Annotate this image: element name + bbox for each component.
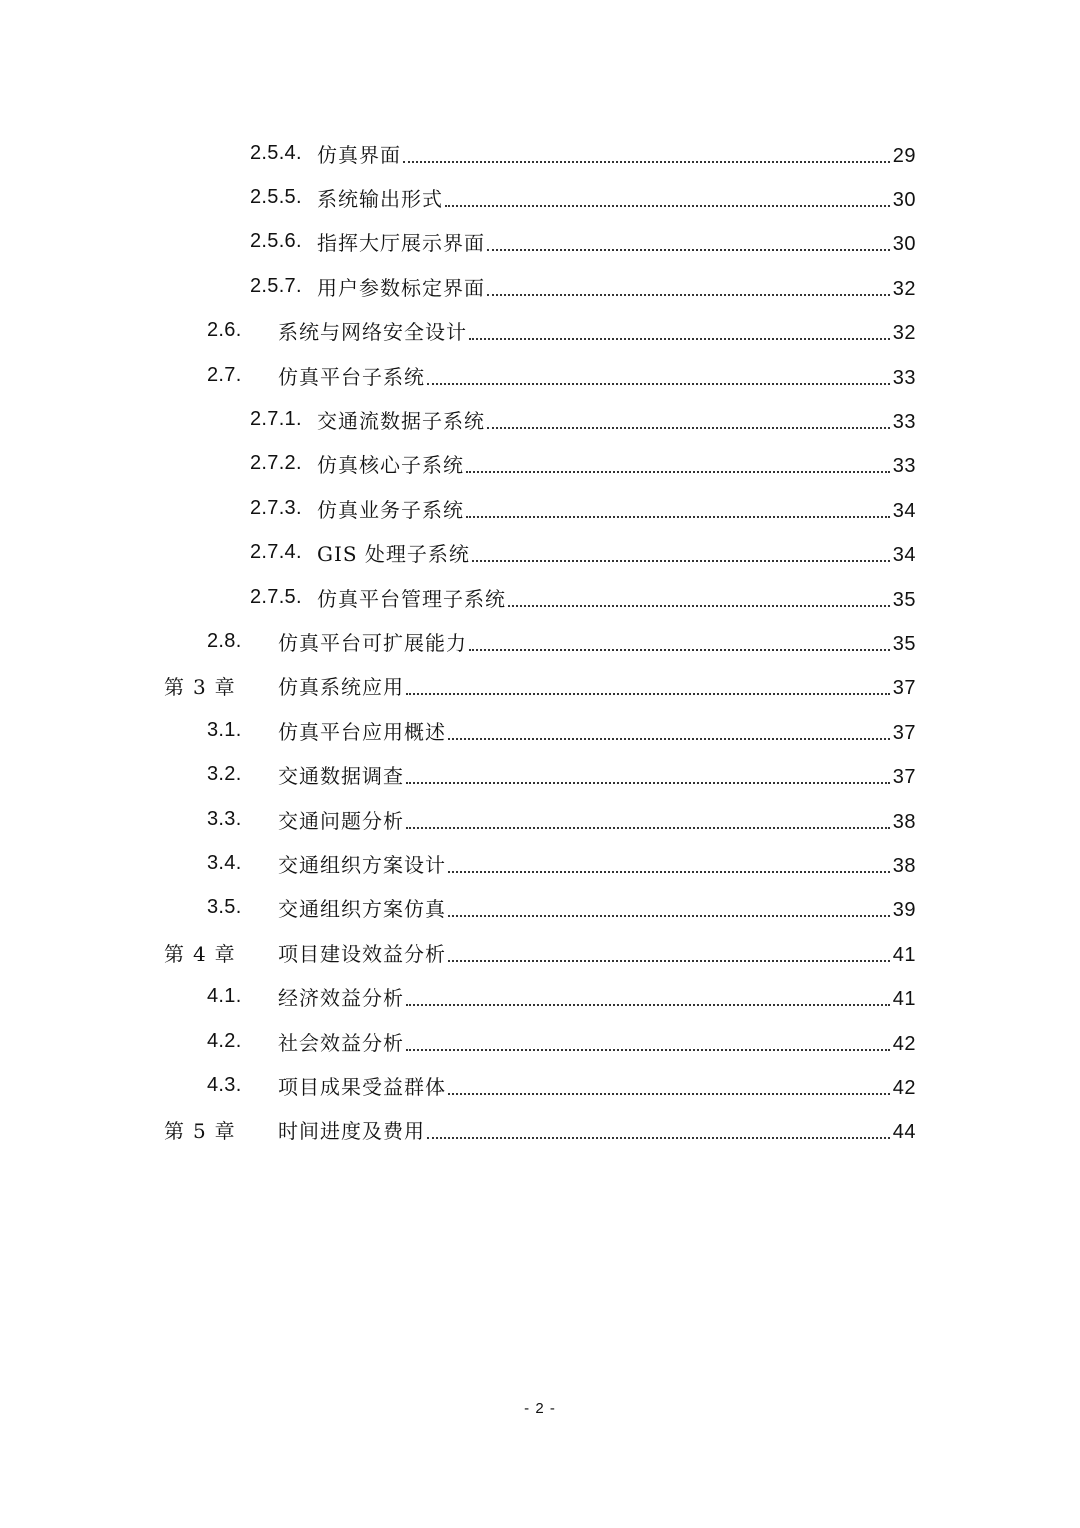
toc-page: 35: [892, 588, 916, 611]
toc-link[interactable]: [317, 583, 916, 612]
toc-title: 仿真平台管理子系统: [317, 586, 506, 611]
toc-link[interactable]: [278, 893, 916, 922]
toc-title: 仿真平台子系统: [278, 364, 425, 389]
toc-link[interactable]: [317, 405, 916, 434]
toc-number: 3.5.: [207, 896, 242, 919]
toc-number: 3.4.: [207, 851, 242, 874]
toc-entry-2-5-7[interactable]: [0, 264, 1080, 308]
toc-link[interactable]: [278, 1027, 916, 1056]
toc-entry-2-5-4[interactable]: [0, 131, 1080, 175]
toc-entry-3-4[interactable]: [0, 841, 1080, 885]
toc-page: 32: [892, 322, 916, 345]
toc-entry-4-1[interactable]: [0, 974, 1080, 1018]
dot-leader: [448, 915, 890, 917]
toc-link[interactable]: [317, 227, 916, 256]
toc-page: 30: [892, 233, 916, 256]
toc-entry-chapter-4[interactable]: [0, 930, 1080, 974]
toc-entry-chapter-3[interactable]: [0, 664, 1080, 708]
toc-number: 2.7.4.: [250, 541, 302, 564]
toc-entry-2-7-5[interactable]: [0, 575, 1080, 619]
toc-title: 经济效益分析: [278, 986, 404, 1011]
toc-entry-3-3[interactable]: [0, 797, 1080, 841]
toc-entry-2-5-5[interactable]: [0, 175, 1080, 219]
dot-leader: [448, 738, 890, 740]
toc-page: 38: [892, 854, 916, 877]
toc-entry-2-7-3[interactable]: [0, 486, 1080, 530]
toc-page: 29: [892, 144, 916, 167]
toc-entry-3-2[interactable]: [0, 752, 1080, 796]
toc-number: 3.3.: [207, 807, 242, 830]
dot-leader: [487, 427, 890, 429]
toc-title: 交通组织方案仿真: [278, 897, 446, 922]
dot-leader: [466, 516, 890, 518]
toc-number: 3.1.: [207, 718, 242, 741]
dot-leader: [406, 1004, 890, 1006]
toc-number: 4.1.: [207, 985, 242, 1008]
toc-title: 仿真界面: [317, 142, 401, 167]
page-number-footer: - 2 -: [524, 1400, 556, 1417]
toc-number: 2.6.: [207, 319, 242, 342]
toc-page: 34: [892, 544, 916, 567]
toc-title: 项目成果受益群体: [278, 1074, 446, 1099]
toc-entry-chapter-5[interactable]: [0, 1108, 1080, 1152]
toc-page: 42: [892, 1076, 916, 1099]
toc-page: 39: [892, 899, 916, 922]
toc-title: 仿真平台应用概述: [278, 719, 446, 744]
toc-title: 交通数据调查: [278, 764, 404, 789]
dot-leader: [406, 827, 890, 829]
dot-leader: [508, 605, 890, 607]
toc-link[interactable]: [278, 760, 916, 789]
dot-leader: [448, 871, 890, 873]
toc-entry-2-8[interactable]: [0, 619, 1080, 663]
toc-number: 4.3.: [207, 1073, 242, 1096]
dot-leader: [466, 471, 890, 473]
dot-leader: [427, 1137, 890, 1139]
toc-number: 2.7.: [207, 363, 242, 386]
toc-link[interactable]: [278, 716, 916, 745]
toc-page: 37: [892, 677, 916, 700]
toc-title: 交通流数据子系统: [317, 409, 485, 434]
toc-page: 35: [892, 632, 916, 655]
toc-link[interactable]: [317, 538, 916, 567]
toc-link[interactable]: [317, 494, 916, 523]
toc-page: 30: [892, 189, 916, 212]
toc-entry-3-5[interactable]: [0, 886, 1080, 930]
toc-number: 4.2.: [207, 1029, 242, 1052]
toc-title: 项目建设效益分析: [278, 941, 446, 966]
dot-leader: [427, 383, 890, 385]
toc-number: 2.7.2.: [250, 452, 302, 475]
toc-page: 34: [892, 499, 916, 522]
toc-entry-2-7-4[interactable]: [0, 531, 1080, 575]
toc-title: 用户参数标定界面: [317, 275, 485, 300]
toc-number: 第 4 章: [164, 941, 235, 966]
toc-number: 第 5 章: [164, 1119, 235, 1144]
dot-leader: [472, 560, 890, 562]
toc-title: 指挥大厅展示界面: [317, 231, 485, 256]
toc-link[interactable]: [278, 982, 916, 1011]
toc-entry-2-7-1[interactable]: [0, 397, 1080, 441]
toc-title: 仿真平台可扩展能力: [278, 630, 467, 655]
toc-page: 33: [892, 366, 916, 389]
dot-leader: [469, 649, 890, 651]
toc-link[interactable]: [278, 938, 916, 967]
toc-link[interactable]: [278, 1071, 916, 1100]
toc-title: 系统输出形式: [317, 187, 443, 212]
toc-number: 2.5.6.: [250, 230, 302, 253]
toc-page: 33: [892, 411, 916, 434]
toc-link[interactable]: [278, 316, 916, 345]
dot-leader: [487, 249, 890, 251]
toc-page: 41: [892, 988, 916, 1011]
toc-title: 仿真业务子系统: [317, 497, 464, 522]
toc-entry-4-3[interactable]: [0, 1063, 1080, 1107]
toc-page: 41: [892, 943, 916, 966]
toc-entry-3-1[interactable]: [0, 708, 1080, 752]
toc-entry-4-2[interactable]: [0, 1019, 1080, 1063]
toc-page: 44: [892, 1121, 916, 1144]
toc-title: 时间进度及费用: [278, 1119, 425, 1144]
toc-page: 33: [892, 455, 916, 478]
toc-title: 仿真核心子系统: [317, 453, 464, 478]
dot-leader: [487, 294, 890, 296]
toc-entry-2-7-2[interactable]: [0, 442, 1080, 486]
toc-entry-2-5-6[interactable]: [0, 220, 1080, 264]
toc-entry-2-6[interactable]: [0, 309, 1080, 353]
toc-title: 系统与网络安全设计: [278, 320, 467, 345]
toc-number: 2.7.5.: [250, 585, 302, 608]
toc-number: 第 3 章: [164, 675, 235, 700]
toc-number: 2.5.4.: [250, 141, 302, 164]
table-of-contents: [0, 131, 1080, 1152]
toc-number: 2.5.5.: [250, 186, 302, 209]
toc-number: 2.7.1.: [250, 408, 302, 431]
toc-link[interactable]: [278, 805, 916, 834]
toc-page: 37: [892, 766, 916, 789]
toc-link[interactable]: [317, 449, 916, 478]
toc-title: 交通组织方案设计: [278, 852, 446, 877]
toc-page: 32: [892, 277, 916, 300]
dot-leader: [403, 161, 890, 163]
dot-leader: [448, 960, 890, 962]
toc-title: 仿真系统应用: [278, 675, 404, 700]
toc-link[interactable]: [278, 1115, 916, 1144]
toc-link[interactable]: [278, 361, 916, 390]
dot-leader: [406, 1049, 890, 1051]
toc-number: 2.5.7.: [250, 274, 302, 297]
toc-link[interactable]: [317, 183, 916, 212]
toc-link[interactable]: [278, 849, 916, 878]
toc-page: 42: [892, 1032, 916, 1055]
toc-link[interactable]: [317, 139, 916, 168]
toc-link[interactable]: [278, 671, 916, 700]
toc-number: 2.8.: [207, 629, 242, 652]
toc-entry-2-7[interactable]: [0, 353, 1080, 397]
dot-leader: [445, 205, 890, 207]
dot-leader: [469, 338, 890, 340]
toc-number: 2.7.3.: [250, 496, 302, 519]
toc-title: 社会效益分析: [278, 1030, 404, 1055]
toc-title: GIS 处理子系统: [317, 542, 470, 567]
dot-leader: [448, 1093, 890, 1095]
toc-number: 3.2.: [207, 763, 242, 786]
toc-link[interactable]: [317, 272, 916, 301]
dot-leader: [406, 782, 890, 784]
toc-title: 交通问题分析: [278, 808, 404, 833]
toc-page: 37: [892, 721, 916, 744]
toc-page: 38: [892, 810, 916, 833]
dot-leader: [406, 693, 890, 695]
toc-link[interactable]: [278, 627, 916, 656]
